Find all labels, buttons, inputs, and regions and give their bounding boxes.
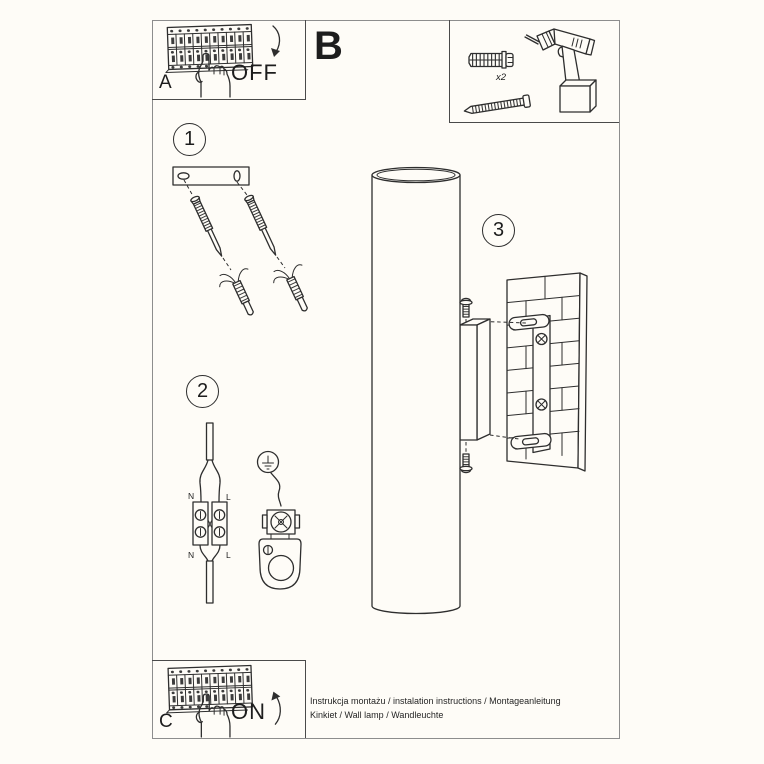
power-drill-icon <box>525 29 596 112</box>
wall-plug-anchor-icon <box>215 264 266 322</box>
earth-ground-symbol-icon <box>258 452 279 473</box>
tools-illustration <box>450 20 619 122</box>
mounting-block <box>460 319 490 440</box>
power-off-illustration <box>152 20 303 97</box>
wall-plug-anchor-icon <box>269 260 320 318</box>
alignment-line <box>223 258 231 270</box>
set-screw-icon <box>460 454 472 473</box>
panel-power-on-box <box>152 660 306 738</box>
terminal-label-n-top: N <box>188 491 195 501</box>
mounting-screw-icon <box>190 195 226 258</box>
curved-arrow-up-icon <box>271 692 280 725</box>
footer-line-2: Kinkiet / Wall lamp / Wandleuchte <box>310 710 444 720</box>
step-3-illustration <box>355 158 595 628</box>
mounting-screw-icon <box>463 95 530 117</box>
step-1-illustration <box>160 153 330 328</box>
step-2-digit: 2 <box>196 380 209 402</box>
lamp-tube <box>372 168 460 614</box>
lamp-connector <box>259 510 301 589</box>
curved-arrow-down-icon <box>271 26 280 57</box>
panel-power-off-box <box>152 20 306 100</box>
footer-line-1: Instrukcja montażu / instalation instructions / Montageanleitung <box>310 696 561 706</box>
step-2-illustration <box>185 415 315 615</box>
panel-c-label: C <box>159 711 173 732</box>
power-on-illustration <box>152 661 303 737</box>
power-off-label: OFF <box>231 60 278 85</box>
panel-a-label: A <box>159 72 172 93</box>
step-3-digit: 3 <box>492 219 505 241</box>
alignment-line <box>277 257 285 268</box>
section-b-label: B <box>314 24 343 68</box>
tools-box <box>449 20 619 123</box>
terminal-label-l-bottom: L <box>226 550 231 560</box>
step-1-digit: 1 <box>183 128 196 150</box>
footer-title-block <box>310 694 615 722</box>
step-1-number <box>173 123 206 156</box>
set-screw-icon <box>460 298 472 317</box>
step-2-number <box>186 375 219 408</box>
wall-plug-anchor-icon <box>469 52 513 69</box>
anchor-quantity: x2 <box>496 72 507 83</box>
mounting-screw-icon <box>244 194 280 257</box>
power-on-label: ON <box>231 699 266 724</box>
ground-wire <box>271 473 281 506</box>
terminal-label-l-top: L <box>226 492 231 502</box>
terminal-label-n-bottom: N <box>188 550 195 560</box>
terminal-block <box>193 502 227 545</box>
